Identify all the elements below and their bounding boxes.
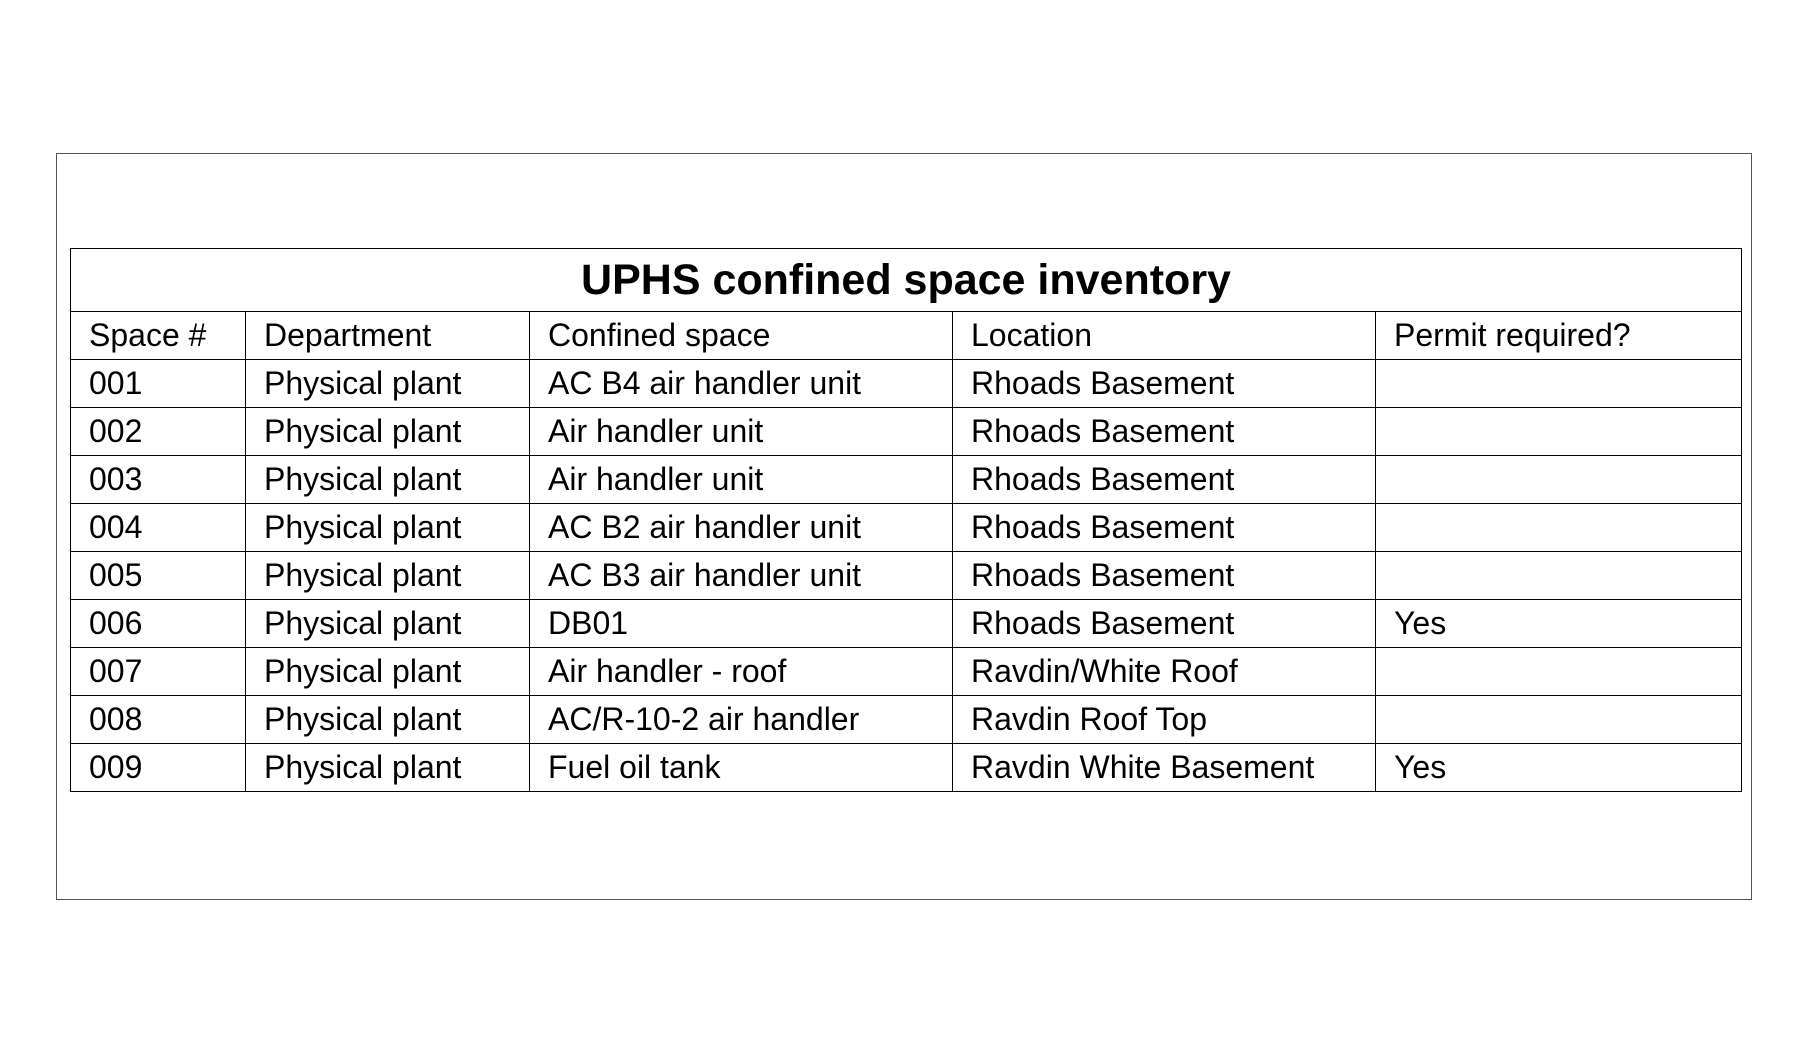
cell-space-number: 006 xyxy=(71,600,246,648)
cell-location: Rhoads Basement xyxy=(953,504,1376,552)
column-header-department: Department xyxy=(246,312,530,360)
cell-confined-space: Air handler - roof xyxy=(530,648,953,696)
cell-permit-required xyxy=(1376,552,1742,600)
cell-location: Rhoads Basement xyxy=(953,360,1376,408)
cell-department: Physical plant xyxy=(246,456,530,504)
cell-permit-required xyxy=(1376,408,1742,456)
table-row xyxy=(71,504,1742,552)
cell-confined-space: DB01 xyxy=(530,600,953,648)
cell-permit-required xyxy=(1376,360,1742,408)
table-row xyxy=(71,600,1742,648)
cell-department: Physical plant xyxy=(246,360,530,408)
cell-confined-space: Fuel oil tank xyxy=(530,744,953,792)
cell-space-number: 003 xyxy=(71,456,246,504)
cell-permit-required xyxy=(1376,456,1742,504)
cell-confined-space: AC/R-10-2 air handler xyxy=(530,696,953,744)
cell-department: Physical plant xyxy=(246,504,530,552)
cell-space-number: 004 xyxy=(71,504,246,552)
cell-space-number: 002 xyxy=(71,408,246,456)
cell-location: Ravdin White Basement xyxy=(953,744,1376,792)
table-row xyxy=(71,552,1742,600)
column-header-permit-required: Permit required? xyxy=(1376,312,1742,360)
title-row xyxy=(71,249,1742,312)
cell-department: Physical plant xyxy=(246,696,530,744)
cell-permit-required xyxy=(1376,648,1742,696)
table-row xyxy=(71,696,1742,744)
cell-permit-required xyxy=(1376,696,1742,744)
cell-space-number: 009 xyxy=(71,744,246,792)
table-title: UPHS confined space inventory xyxy=(71,249,1742,312)
cell-space-number: 001 xyxy=(71,360,246,408)
cell-location: Ravdin Roof Top xyxy=(953,696,1376,744)
table-row xyxy=(71,744,1742,792)
cell-department: Physical plant xyxy=(246,600,530,648)
cell-permit-required: Yes xyxy=(1376,600,1742,648)
cell-location: Rhoads Basement xyxy=(953,552,1376,600)
cell-location: Rhoads Basement xyxy=(953,456,1376,504)
cell-permit-required: Yes xyxy=(1376,744,1742,792)
cell-confined-space: Air handler unit xyxy=(530,408,953,456)
column-header-confined-space: Confined space xyxy=(530,312,953,360)
header-row xyxy=(71,312,1742,360)
cell-space-number: 005 xyxy=(71,552,246,600)
cell-department: Physical plant xyxy=(246,744,530,792)
cell-permit-required xyxy=(1376,504,1742,552)
table-row xyxy=(71,360,1742,408)
cell-location: Ravdin/White Roof xyxy=(953,648,1376,696)
inventory-table xyxy=(70,248,1742,792)
column-header-space-number: Space # xyxy=(71,312,246,360)
cell-confined-space: AC B4 air handler unit xyxy=(530,360,953,408)
cell-space-number: 008 xyxy=(71,696,246,744)
table-row xyxy=(71,456,1742,504)
cell-department: Physical plant xyxy=(246,552,530,600)
cell-location: Rhoads Basement xyxy=(953,408,1376,456)
cell-confined-space: AC B3 air handler unit xyxy=(530,552,953,600)
table-row xyxy=(71,648,1742,696)
cell-confined-space: AC B2 air handler unit xyxy=(530,504,953,552)
cell-confined-space: Air handler unit xyxy=(530,456,953,504)
table-row xyxy=(71,408,1742,456)
cell-department: Physical plant xyxy=(246,408,530,456)
cell-space-number: 007 xyxy=(71,648,246,696)
column-header-location: Location xyxy=(953,312,1376,360)
cell-location: Rhoads Basement xyxy=(953,600,1376,648)
cell-department: Physical plant xyxy=(246,648,530,696)
